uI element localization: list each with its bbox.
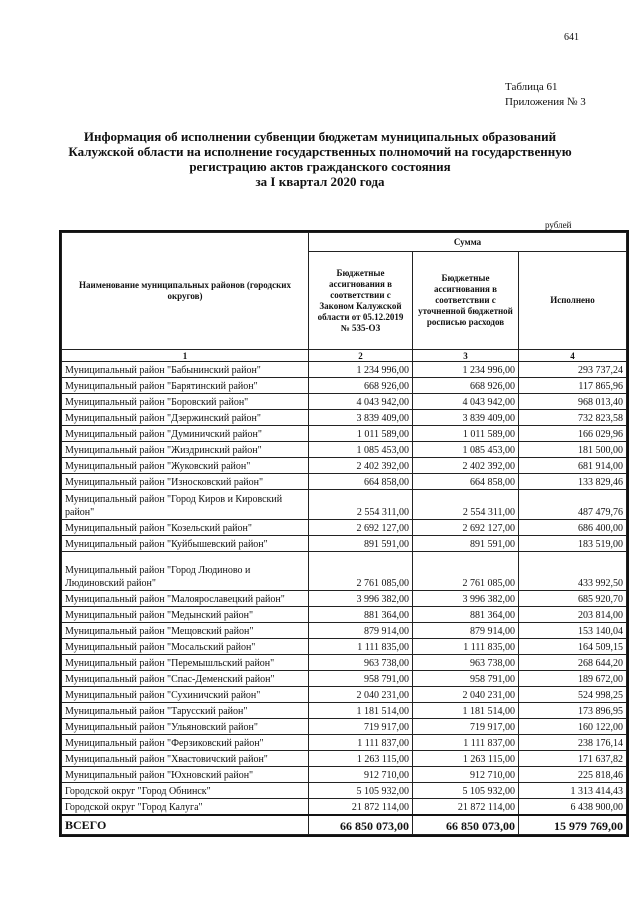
law-allocation-value: 5 105 932,00 [309, 783, 413, 799]
table-row [62, 458, 627, 474]
law-allocation-value: 664 858,00 [309, 474, 413, 490]
table-row [62, 607, 627, 623]
law-allocation-value: 891 591,00 [309, 536, 413, 552]
executed-value: 685 920,70 [519, 591, 627, 607]
budget-allocation-value: 21 872 114,00 [413, 799, 519, 816]
budget-allocation-value: 891 591,00 [413, 536, 519, 552]
page-number: 641 [564, 32, 579, 43]
table-row [62, 552, 627, 591]
budget-allocation-value: 2 402 392,00 [413, 458, 519, 474]
district-name: Муниципальный район "Медынский район" [62, 607, 309, 623]
executed-value: 173 896,95 [519, 703, 627, 719]
district-name: Муниципальный район "Боровский район" [62, 394, 309, 410]
budget-allocation-value: 1 011 589,00 [413, 426, 519, 442]
table-row [62, 703, 627, 719]
table-row [62, 799, 627, 816]
district-name: Муниципальный район "Куйбышевский район" [62, 536, 309, 552]
executed-value: 183 519,00 [519, 536, 627, 552]
executed-value: 681 914,00 [519, 458, 627, 474]
table-row [62, 591, 627, 607]
table-row [62, 767, 627, 783]
total-law-value: 66 850 073,00 [309, 815, 413, 835]
budget-allocation-value: 958 791,00 [413, 671, 519, 687]
table-row [62, 655, 627, 671]
law-allocation-value: 1 263 115,00 [309, 751, 413, 767]
budget-allocation-value: 2 040 231,00 [413, 687, 519, 703]
district-name: Муниципальный район "Износковский район" [62, 474, 309, 490]
subvention-table [61, 232, 627, 835]
header-executed: Исполнено [519, 252, 627, 350]
total-executed-value: 15 979 769,00 [519, 815, 627, 835]
law-allocation-value: 719 917,00 [309, 719, 413, 735]
total-budget-value: 66 850 073,00 [413, 815, 519, 835]
law-allocation-value: 2 692 127,00 [309, 520, 413, 536]
district-name: Муниципальный район "Бабынинский район" [62, 362, 309, 378]
executed-value: 487 479,76 [519, 490, 627, 520]
budget-allocation-value: 1 085 453,00 [413, 442, 519, 458]
budget-allocation-value: 5 105 932,00 [413, 783, 519, 799]
budget-allocation-value: 879 914,00 [413, 623, 519, 639]
budget-allocation-value: 719 917,00 [413, 719, 519, 735]
executed-value: 732 823,58 [519, 410, 627, 426]
table-reference [505, 80, 625, 110]
law-allocation-value: 958 791,00 [309, 671, 413, 687]
district-name: Городской округ "Город Калуга" [62, 799, 309, 816]
budget-allocation-value: 3 996 382,00 [413, 591, 519, 607]
executed-value: 293 737,24 [519, 362, 627, 378]
table-row [62, 426, 627, 442]
title-line: Калужской области на исполнение государственных полномочий на государственную [68, 144, 572, 159]
law-allocation-value: 3 996 382,00 [309, 591, 413, 607]
budget-allocation-value: 4 043 942,00 [413, 394, 519, 410]
law-allocation-value: 4 043 942,00 [309, 394, 413, 410]
table-row [62, 536, 627, 552]
executed-value: 166 029,96 [519, 426, 627, 442]
executed-value: 238 176,14 [519, 735, 627, 751]
title-line: Информация об исполнении субвенции бюджетам муниципальных образований [83, 129, 557, 144]
appendix-reference-line: Приложения № 3 [505, 96, 586, 108]
table-row [62, 735, 627, 751]
units-label: рублей [545, 220, 572, 230]
column-number: 4 [519, 350, 627, 362]
district-name: Муниципальный район "Перемышльский район" [62, 655, 309, 671]
executed-value: 433 992,50 [519, 552, 627, 591]
law-allocation-value: 1 234 996,00 [309, 362, 413, 378]
law-allocation-value: 3 839 409,00 [309, 410, 413, 426]
budget-allocation-value: 881 364,00 [413, 607, 519, 623]
table-row [62, 410, 627, 426]
budget-allocation-value: 1 234 996,00 [413, 362, 519, 378]
executed-value: 6 438 900,00 [519, 799, 627, 816]
district-name: Муниципальный район "Город Людиново и Людиновский район" [62, 552, 309, 591]
executed-value: 164 509,15 [519, 639, 627, 655]
executed-value: 189 672,00 [519, 671, 627, 687]
table-row [62, 394, 627, 410]
budget-allocation-value: 1 263 115,00 [413, 751, 519, 767]
law-allocation-value: 668 926,00 [309, 378, 413, 394]
executed-value: 117 865,96 [519, 378, 627, 394]
district-name: Муниципальный район "Юхновский район" [62, 767, 309, 783]
budget-allocation-value: 3 839 409,00 [413, 410, 519, 426]
law-allocation-value: 912 710,00 [309, 767, 413, 783]
district-name: Муниципальный район "Жиздринский район" [62, 442, 309, 458]
column-number: 1 [62, 350, 309, 362]
table-row [62, 687, 627, 703]
executed-value: 133 829,46 [519, 474, 627, 490]
district-name: Муниципальный район "Мосальский район" [62, 639, 309, 655]
budget-allocation-value: 1 111 835,00 [413, 639, 519, 655]
law-allocation-value: 1 085 453,00 [309, 442, 413, 458]
header-law-allocations: Бюджетные ассигнования в соответствии с Законом Калужской области от 05.12.2019 № 535-ОЗ [309, 252, 413, 350]
table-row [62, 783, 627, 799]
table-row [62, 623, 627, 639]
law-allocation-value: 2 761 085,00 [309, 552, 413, 591]
header-budget-allocations: Бюджетные ассигнования в соответствии с уточненной бюджетной росписью расходов [413, 252, 519, 350]
district-name: Муниципальный район "Спас-Деменский район" [62, 671, 309, 687]
table-reference-line: Таблица 61 [505, 81, 558, 93]
table-row [62, 442, 627, 458]
district-name: Муниципальный район "Дзержинский район" [62, 410, 309, 426]
district-name: Муниципальный район "Город Киров и Кировский район" [62, 490, 309, 520]
executed-value: 153 140,04 [519, 623, 627, 639]
table-row [62, 520, 627, 536]
budget-allocation-value: 668 926,00 [413, 378, 519, 394]
executed-value: 268 644,20 [519, 655, 627, 671]
total-label: ВСЕГО [62, 815, 309, 835]
budget-allocation-value: 1 181 514,00 [413, 703, 519, 719]
table-row [62, 719, 627, 735]
title-line: регистрацию актов гражданского состояния [189, 159, 451, 174]
district-name: Муниципальный район "Думиничский район" [62, 426, 309, 442]
executed-value: 1 313 414,43 [519, 783, 627, 799]
district-name: Муниципальный район "Ферзиковский район" [62, 735, 309, 751]
district-name: Муниципальный район "Козельский район" [62, 520, 309, 536]
table-row [62, 474, 627, 490]
header-name: Наименование муниципальных районов (городских округов) [62, 233, 309, 350]
title-line: за I квартал 2020 года [255, 174, 385, 189]
executed-value: 968 013,40 [519, 394, 627, 410]
budget-allocation-value: 963 738,00 [413, 655, 519, 671]
law-allocation-value: 1 011 589,00 [309, 426, 413, 442]
budget-allocation-value: 912 710,00 [413, 767, 519, 783]
executed-value: 524 998,25 [519, 687, 627, 703]
law-allocation-value: 2 554 311,00 [309, 490, 413, 520]
district-name: Муниципальный район "Жуковский район" [62, 458, 309, 474]
column-number: 2 [309, 350, 413, 362]
district-name: Муниципальный район "Хвастовичский район" [62, 751, 309, 767]
executed-value: 181 500,00 [519, 442, 627, 458]
district-name: Городской округ "Город Обнинск" [62, 783, 309, 799]
table-row [62, 378, 627, 394]
budget-allocation-value: 1 111 837,00 [413, 735, 519, 751]
law-allocation-value: 1 111 835,00 [309, 639, 413, 655]
column-number: 3 [413, 350, 519, 362]
table-row [62, 490, 627, 520]
law-allocation-value: 1 181 514,00 [309, 703, 413, 719]
executed-value: 203 814,00 [519, 607, 627, 623]
executed-value: 160 122,00 [519, 719, 627, 735]
law-allocation-value: 2 402 392,00 [309, 458, 413, 474]
table-row [62, 751, 627, 767]
document-title [60, 129, 580, 189]
executed-value: 686 400,00 [519, 520, 627, 536]
budget-allocation-value: 664 858,00 [413, 474, 519, 490]
executed-value: 225 818,46 [519, 767, 627, 783]
district-name: Муниципальный район "Барятинский район" [62, 378, 309, 394]
district-name: Муниципальный район "Сухиничский район" [62, 687, 309, 703]
law-allocation-value: 963 738,00 [309, 655, 413, 671]
district-name: Муниципальный район "Ульяновский район" [62, 719, 309, 735]
district-name: Муниципальный район "Тарусский район" [62, 703, 309, 719]
table-row [62, 362, 627, 378]
district-name: Муниципальный район "Малоярославецкий район" [62, 591, 309, 607]
district-name: Муниципальный район "Мещовский район" [62, 623, 309, 639]
header-sum: Сумма [309, 233, 627, 252]
table-row [62, 671, 627, 687]
law-allocation-value: 881 364,00 [309, 607, 413, 623]
budget-allocation-value: 2 761 085,00 [413, 552, 519, 591]
total-row [62, 815, 627, 835]
table-row [62, 639, 627, 655]
law-allocation-value: 2 040 231,00 [309, 687, 413, 703]
budget-allocation-value: 2 554 311,00 [413, 490, 519, 520]
law-allocation-value: 1 111 837,00 [309, 735, 413, 751]
law-allocation-value: 879 914,00 [309, 623, 413, 639]
budget-allocation-value: 2 692 127,00 [413, 520, 519, 536]
executed-value: 171 637,82 [519, 751, 627, 767]
law-allocation-value: 21 872 114,00 [309, 799, 413, 816]
